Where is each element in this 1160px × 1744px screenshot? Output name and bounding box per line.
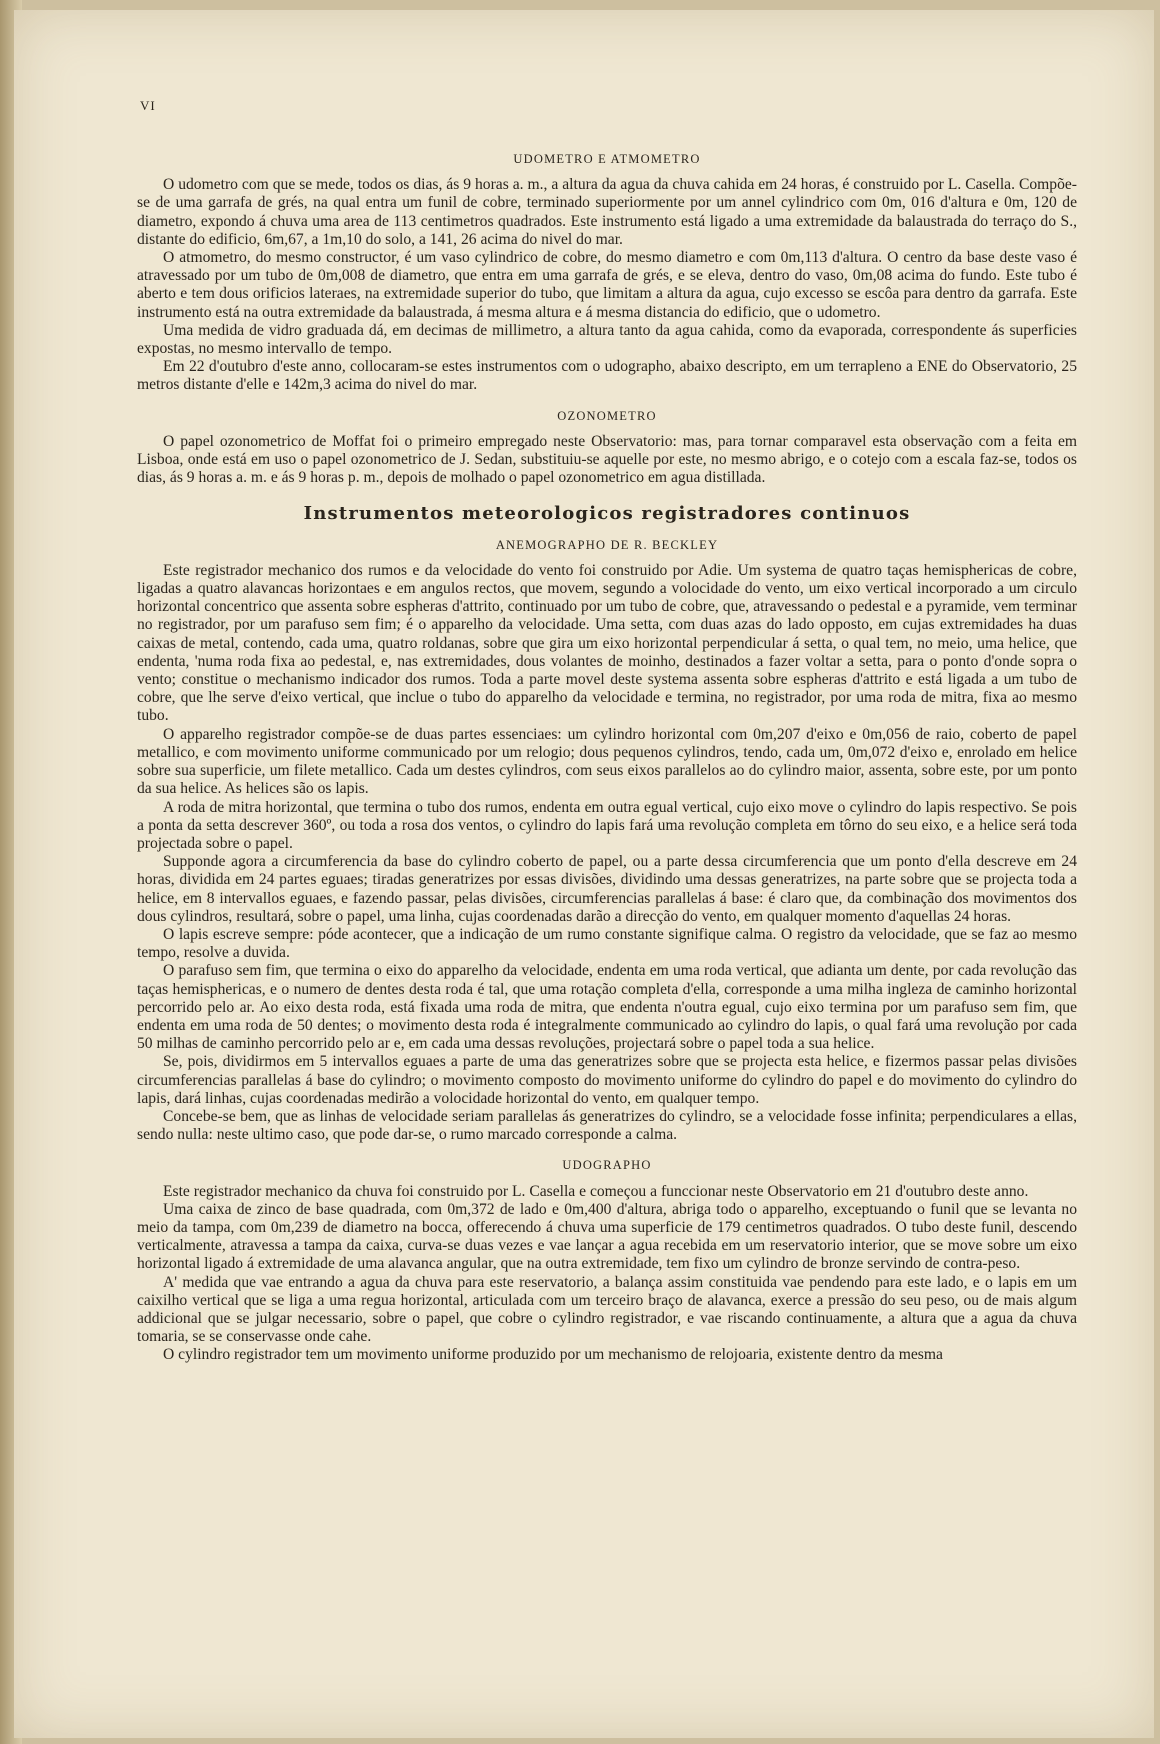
- paragraph: O papel ozonometrico de Moffat foi o primeiro empregado neste Observatorio: mas, para tornar comparavel esta observação com a feita em Lisboa, onde está em uso o papel ozonometrico de J. Sedan, substituiu-se aquelle por este, no mesmo abrigo, e o cotejo com a escala faz-se, todos os dias, ás 9 horas a. m. e ás 9 horas p. m., depois de molhado o papel ozonometrico em agua distillada.: [137, 432, 1077, 487]
- section-ozonometro: [137, 433, 1077, 488]
- paragraph: O lapis escreve sempre: póde acontecer, que a indicação de um rumo constante signifique calma. O registro da velocidade, que se faz ao mesmo tempo, resolve a duvida.: [137, 925, 1077, 962]
- paragraph: O udometro com que se mede, todos os dias, ás 9 horas a. m., a altura da agua da chuva cahida em 24 horas, é construido por L. Casella. Compõe-se de uma garrafa de grés, na qual entra um funil de cobre, terminado superiormente por um annel cylindrico com 0m, 016 d'altura e 0m, 120 de diametro, expondo á chuva uma area de 113 centimetros quadrados. Este instrumento está ligado a uma extremidade da balaustrada do terraço do S., distante do edificio, 6m,67, a 1m,10 do solo, a 141, 26 acima do nivel do mar.: [137, 176, 1077, 248]
- paragraph: Concebe-se bem, que as linhas de velocidade seriam parallelas ás generatrizes do cylindro, se a velocidade fosse infinita; perpendiculares a ellas, sendo nulla: neste ultimo caso, que pode dar-se, o rumo marcado corresponde a calma.: [137, 1107, 1077, 1144]
- section-udographo: [137, 1183, 1077, 1365]
- paragraph: Uma caixa de zinco de base quadrada, com 0m,372 de lado e 0m,400 d'altura, abriga todo o apparelho, exceptuando o funil que se levanta no meio da tampa, com 0m,239 de diametro na bocca, offerecendo á chuva uma superficie de 179 centimetros quadrados. O tubo deste funil, descendo verticalmente, atravessa a tampa da caixa, curva-se duas vezes e vae lançar a agua recebida em um reservatorio interior, que se move sobre um eixo horizontal ligado á extremidade de uma alavanca angular, que na outra extremidade, tem fixo um cylindro de bronze servindo de contra-peso.: [137, 1200, 1077, 1273]
- paragraph: O apparelho registrador compõe-se de duas partes essenciaes: um cylindro horizontal com 0m,207 d'eixo e 0m,056 de raio, coberto de papel metallico, e com movimento uniforme communicado por um relogio; dous pequenos cylindros, tendo, cada um, 0m,072 d'eixo e, enrolado em helice sobre sua superficie, um filete metallico. Cada um destes cylindros, com seus eixos parallelos ao do cylindro maior, assenta, sobre este, por um ponto da sua helice. As helices são os lapis.: [137, 725, 1077, 798]
- section-heading-anemographo: ANEMOGRAPHO DE R. BECKLEY: [495, 537, 719, 552]
- paragraph: A' medida que vae entrando a agua da chuva para este reservatorio, a balança assim constituida vae pendendo para este lado, e o lapis em um caixilho vertical que se liga a uma regua horizontal, articulada com um terceiro braço de alavanca, exerce a pressão do seu peso, ou de mais algum addicional que se julgar necessario, sobre o papel, que cobre o cylindro registrador, e vae riscando continuamente, a altura que a agua da chuva tomaria, se se conservasse onde cahe.: [137, 1273, 1077, 1346]
- section-udometro: [137, 176, 1077, 394]
- page-body: [137, 146, 1077, 1365]
- chapter-title: Instrumentos meteorologicos registradores continuos: [303, 503, 911, 525]
- paragraph: Este registrador mechanico dos rumos e da velocidade do vento foi construido por Adie. Um systema de quatro taças hemisphericas de cobre, ligadas a quatro alavancas horizontaes e em angulos rectos, que movem, segundo a volocidade do vento, um eixo vertical incorporado a um circulo horizontal concentrico que assenta sobre espheras d'attrito, continuado por um tubo de cobre, que, atravessando o pedestal e a pyramide, vem terminar no registrador, por um parafuso sem fim; é o apparelho da velocidade. Uma setta, com duas azas do lado opposto, em cujas extremidades ha duas caixas de metal, contendo, cada uma, quatro roldanas, sobre que gira um eixo horizontal perpendicular á setta, o qual tem, no meio, uma helice, que endenta, 'numa roda fixa ao pedestal, e, nas extremidades, dous volantes de moinho, destinados a fazer voltar a setta, para o ponto d'onde sopra o vento; constitue o mechanismo indicador dos rumos. Toda a parte movel deste systema assenta sobre espheras d'attrito e está ligada a um tubo de cobre, que lhe serve d'eixo vertical, que inclue o tubo do apparelho da velocidade e termina, no registrador, por uma roda de mitra, fixa ao mesmo tubo.: [137, 561, 1077, 725]
- paragraph: O atmometro, do mesmo constructor, é um vaso cylindrico de cobre, do mesmo diametro e com 0m,113 d'altura. O centro da base deste vaso é atravessado por um tubo de 0m,008 de diametro, que entra em uma garrafa de grés, e se eleva, dentro do vaso, 0m,08 acima do fundo. Este tubo é aberto e tem dous orificios lateraes, na extremidade superior do tubo, que limitam a altura da agua, cujo excesso se escôa para dentro da garrafa. Este instrumento está na outra extremidade da balaustrada, á mesma altura e á mesma distancia do edificio, que o udometro.: [137, 249, 1077, 321]
- paragraph: Este registrador mechanico da chuva foi construido por L. Casella e começou a funccionar neste Observatorio em 21 d'outubro deste anno.: [163, 1182, 1029, 1200]
- paragraph: Uma medida de vidro graduada dá, em decimas de millimetro, a altura tanto da agua cahida, como da evaporada, correspondente ás superficies expostas, no mesmo intervallo de tempo.: [137, 321, 1077, 358]
- section-heading-udographo: UDOGRAPHO: [562, 1158, 652, 1173]
- paragraph: Supponde agora a circumferencia da base do cylindro coberto de papel, ou a parte dessa circumferencia que um ponto d'ella descreve em 24 horas, dividida em 24 partes eguaes; tiradas generatrizes por essas divisões, dividindo uma dessas generatrizes, na parte sobre que se projecta toda a helice, em 8 intervallos eguaes, e fazendo passar, pelas divisões, circumferencias parallelas á base: é claro que, da combinação dos movimentos dos dous cylindros, resultará, sobre o papel, uma linha, cujas coordenadas darão a direcção do vento, em qualquer momento d'aquellas 24 horas.: [137, 853, 1077, 925]
- paragraph: Se, pois, dividirmos em 5 intervallos eguaes a parte de uma das generatrizes sobre que se projecta esta helice, e fizermos passar pelas divisões circumferencias parallelas á base do cylindro; o movimento composto do movimento uniforme do cylindro do papel e do movimento do cylindro do lapis, dará linhas, cujas coordenadas medirão a volocidade horizontal do vento, em qualquer tempo.: [137, 1053, 1077, 1107]
- paragraph: Em 22 d'outubro d'este anno, collocaram-se estes instrumentos com o udographo, abaixo descripto, em um terrapleno a ENE do Observatorio, 25 metros distante d'elle e 142m,3 acima do nivel do mar.: [137, 358, 1077, 394]
- section-heading-ozonometro: OZONOMETRO: [557, 408, 657, 423]
- section-anemographo: [137, 562, 1077, 1145]
- paragraph: O parafuso sem fim, que termina o eixo do apparelho da velocidade, endenta em uma roda vertical, que adianta um dente, por cada revolução das taças hemisphericas, e o numero de dentes desta roda é tal, que uma rotação completa d'ella, corresponde a uma milha ingleza de caminho horizontal percorrido pelo ar. Ao eixo desta roda, está fixada uma roda de mitra, que endenta n'outra egual, cujo eixo termina por um parafuso sem fim, que endenta em uma roda de 50 dentes; o movimento desta roda é integralmente communicado ao cylindro do lapis, o qual fará uma revolução por cada 50 milhas de caminho percorrido pelo ar e, em cada uma dessas revoluções, projectará sobre o papel toda a sua helice.: [137, 962, 1077, 1053]
- page-number: VI: [140, 98, 156, 113]
- section-heading-udometro: UDOMETRO E ATMOMETRO: [513, 152, 701, 166]
- paragraph: O cylindro registrador tem um movimento uniforme produzido por um mechanismo de relojoaria, existente dentro da mesma: [163, 1346, 943, 1364]
- paragraph: A roda de mitra horizontal, que termina o tubo dos rumos, endenta em outra egual vertical, cujo eixo move o cylindro do lapis respectivo. Se pois a ponta da setta descrever 360º, ou toda a rosa dos ventos, o cylindro do lapis fará uma revolução completa em tôrno do seu eixo, e a helice será toda projectada sobre o papel.: [137, 798, 1077, 852]
